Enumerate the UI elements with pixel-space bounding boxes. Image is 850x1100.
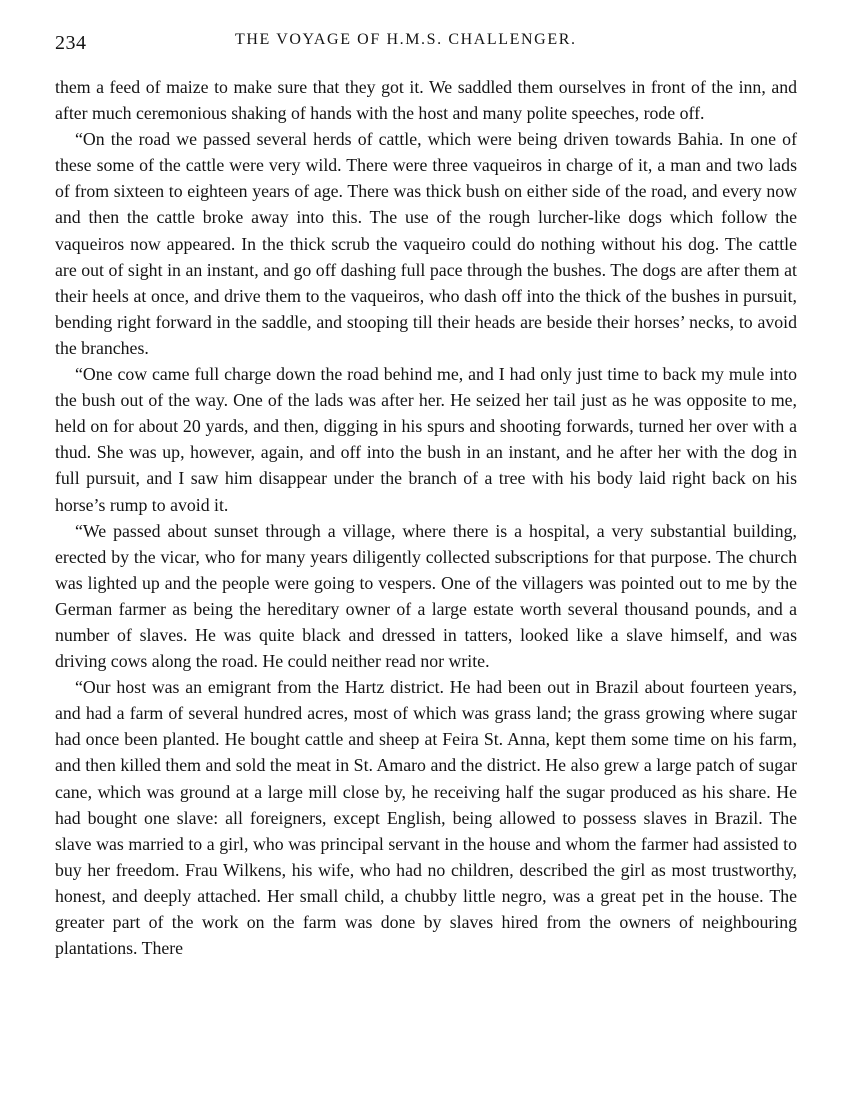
book-page [55, 0, 797, 1100]
running-title: THE VOYAGE OF H.M.S. CHALLENGER. [235, 31, 577, 48]
paragraph-cattle-herds: “On the road we passed several herds of cattle, which were being driven towards Bahia. In one of these some of the cattle were very wild. There were three vaqueiros in charge of it, a man and two lads of from sixteen to eighteen years of age. There was thick bush on either side of the road, and every now and then the cattle broke away into this. The use of the rough lurcher-like dogs which follow the vaqueiros now appeared. In the thick scrub the vaqueiro could do nothing without his dog. The cattle are out of sight in an instant, and go off dashing full pace through the bushes. The dogs are after them at their heels at once, and drive them to the vaqueiros, who dash off into the thick of the bushes in pursuit, bending right forward in the saddle, and stooping till their heads are beside their horses’ necks, to avoid the branches. [55, 129, 797, 358]
paragraph-village: “We passed about sunset through a village, where there is a hospital, a very substantial building, erected by the vicar, who for many years diligently collected subscriptions for that purpose. The church was lighted up and the people were going to vespers. One of the villagers was pointed out to me by the German farmer as being the hereditary owner of a large estate worth several thousand pounds, and a number of slaves. He was quite black and dressed in tatters, looked like a slave himself, and was driving cows along the road. He could neither read nor write. [55, 520, 797, 672]
body-text [55, 74, 797, 961]
paragraph-continued: them a feed of maize to make sure that they got it. We saddled them ourselves in front of the inn, and after much ceremonious shaking of hands with the host and many polite speeches, rode off. [55, 77, 797, 124]
page-number: 234 [55, 32, 87, 54]
paragraph-cow-charge: “One cow came full charge down the road behind me, and I had only just time to back my mule into the bush out of the way. One of the lads was after her. He seized her tail just as he was opposite to me, held on for about 20 yards, and then, digging in his spurs and shooting forwards, turned her over with a thud. She was up, however, again, and off into the bush in an instant, and he after her with the dog in full pursuit, and I saw him disappear under the branch of a tree with his body laid right back on his horse’s rump to avoid it. [55, 364, 797, 515]
paragraph-host: “Our host was an emigrant from the Hartz district. He had been out in Brazil about fourteen years, and had a farm of several hundred acres, most of which was grass land; the grass growing where sugar had once been planted. He bought cattle and sheep at Feira St. Anna, kept them some time on his farm, and then killed them and sold the meat in St. Amaro and the district. He also grew a large patch of sugar cane, which was ground at a large mill close by, he receiving half the sugar produced as his share. He had bought one slave: all foreigners, except English, being allowed to possess slaves in Brazil. The slave was married to a girl, who was principal servant in the house and whom the farmer had assisted to buy her freedom. Frau Wilkens, his wife, who had no children, described the girl as most trustworthy, honest, and deeply attached. Her small child, a chubby little negro, was a great pet in the house. The greater part of the work on the farm was done by slaves hired from the owners of neighbouring plantations. There [55, 677, 797, 959]
running-head [55, 24, 797, 54]
